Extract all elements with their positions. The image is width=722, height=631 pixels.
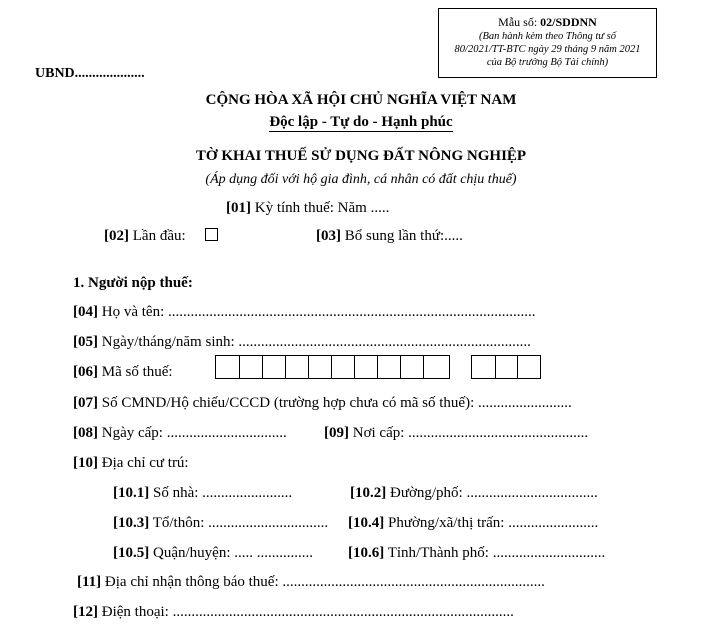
address-label [73,455,189,472]
field-code: [10.1] [113,485,150,501]
tax-code-cell[interactable] [517,356,540,378]
field-code: [05] [73,334,98,350]
field-label: Quận/huyện: ..... ............... [149,545,313,561]
tax-code-cell[interactable] [495,356,518,378]
field-code: [04] [73,304,98,320]
tax-code-cell[interactable] [377,356,400,378]
phone-field[interactable] [73,604,514,621]
tax-code-cell[interactable] [285,356,308,378]
house-no-field[interactable] [113,485,292,502]
field-code: [10] [73,455,98,471]
field-label: Tỉnh/Thành phố: .............................. [384,545,606,561]
field-label: Địa chỉ cư trú: [98,455,189,471]
field-label: Bổ sung lần thứ:..... [341,228,463,244]
field-code: [02] [104,228,129,244]
tax-code-cell[interactable] [308,356,331,378]
field-code: [11] [77,574,102,590]
id-card-field[interactable] [73,395,572,412]
dob-field[interactable] [73,334,531,351]
ubnd-label: UBND.................... [35,66,145,81]
tax-code-cell[interactable] [472,356,495,378]
field-code: [01] [226,200,251,216]
field-code: [08] [73,425,98,441]
field-label: Số nhà: ........................ [149,485,293,501]
form-note-line: (Ban hành kèm theo Thông tư số [479,31,616,42]
field-code: [10.4] [348,515,385,531]
field-code: [12] [73,604,98,620]
form-code: Mẫu số: 02/SDDNN [498,15,597,29]
field-code: [10.6] [348,545,385,561]
field-label: Đường/phố: ................................... [386,485,598,501]
supplement-field[interactable] [316,228,463,245]
notice-address-field[interactable] [77,574,545,591]
first-time-field [104,228,218,245]
form-note-line: 80/2021/TT-BTC ngày 29 tháng 9 năm 2021 [454,44,641,55]
tax-code-cell[interactable] [423,356,446,378]
province-field[interactable] [348,545,605,562]
period-field[interactable] [226,200,389,217]
field-label: Địa chỉ nhận thông báo thuế: ...................................................................... [101,574,545,590]
tax-code-label [73,364,173,381]
tax-code-main-boxes[interactable] [215,355,450,379]
section-taxpayer: 1. Người nộp thuế: [73,275,193,291]
field-code: [06] [73,364,98,380]
name-field[interactable] [73,304,535,321]
field-code: [10.5] [113,545,150,561]
field-label: Điện thoại: ........................................................................................... [98,604,514,620]
field-code: [10.3] [113,515,150,531]
motto: Độc lập - Tự do - Hạnh phúc [269,114,453,130]
issue-date-field[interactable] [73,425,287,442]
first-time-checkbox[interactable] [205,228,218,241]
issue-place-field[interactable] [324,425,588,442]
tax-code-cell[interactable] [216,356,239,378]
street-field[interactable] [350,485,598,502]
tax-code-suffix-boxes[interactable] [471,355,541,379]
field-label: Tổ/thôn: ................................ [149,515,329,531]
field-label: Nơi cấp: ................................................ [349,425,589,441]
ward-field[interactable] [348,515,598,532]
field-label: Lần đầu: [129,228,190,244]
tax-code-cell[interactable] [239,356,262,378]
field-label: Số CMND/Hộ chiếu/CCCD (trường hợp chưa có mã số thuế): ......................... [98,395,572,411]
form-code-box [438,8,657,78]
field-code: [09] [324,425,349,441]
motto-wrap [0,113,722,131]
tax-code-cell[interactable] [354,356,377,378]
field-label: Mã số thuế: [98,364,173,380]
field-label: Kỳ tính thuế: Năm ..... [251,200,390,216]
form-note-line: của Bộ trưởng Bộ Tài chính) [486,57,609,68]
field-code: [10.2] [350,485,387,501]
tax-code-cell[interactable] [400,356,423,378]
tax-code-cell[interactable] [262,356,285,378]
field-label: Phường/xã/thị trấn: ........................ [384,515,599,531]
field-label: Họ và tên: .................................................................................................. [98,304,536,320]
field-label: Ngày/tháng/năm sinh: .............................................................................. [98,334,531,350]
country-header: CỘNG HÒA XÃ HỘI CHỦ NGHĨA VIỆT NAM [205,92,517,108]
hamlet-field[interactable] [113,515,328,532]
tax-code-cell[interactable] [331,356,354,378]
form-title: TỜ KHAI THUẾ SỬ DỤNG ĐẤT NÔNG NGHIỆP [195,148,527,164]
district-field[interactable] [113,545,313,562]
field-code: [07] [73,395,98,411]
field-code: [03] [316,228,341,244]
field-label: Ngày cấp: ................................ [98,425,287,441]
form-subtitle: (Áp dụng đối với hộ gia đình, cá nhân có đất chịu thuế) [205,172,517,187]
